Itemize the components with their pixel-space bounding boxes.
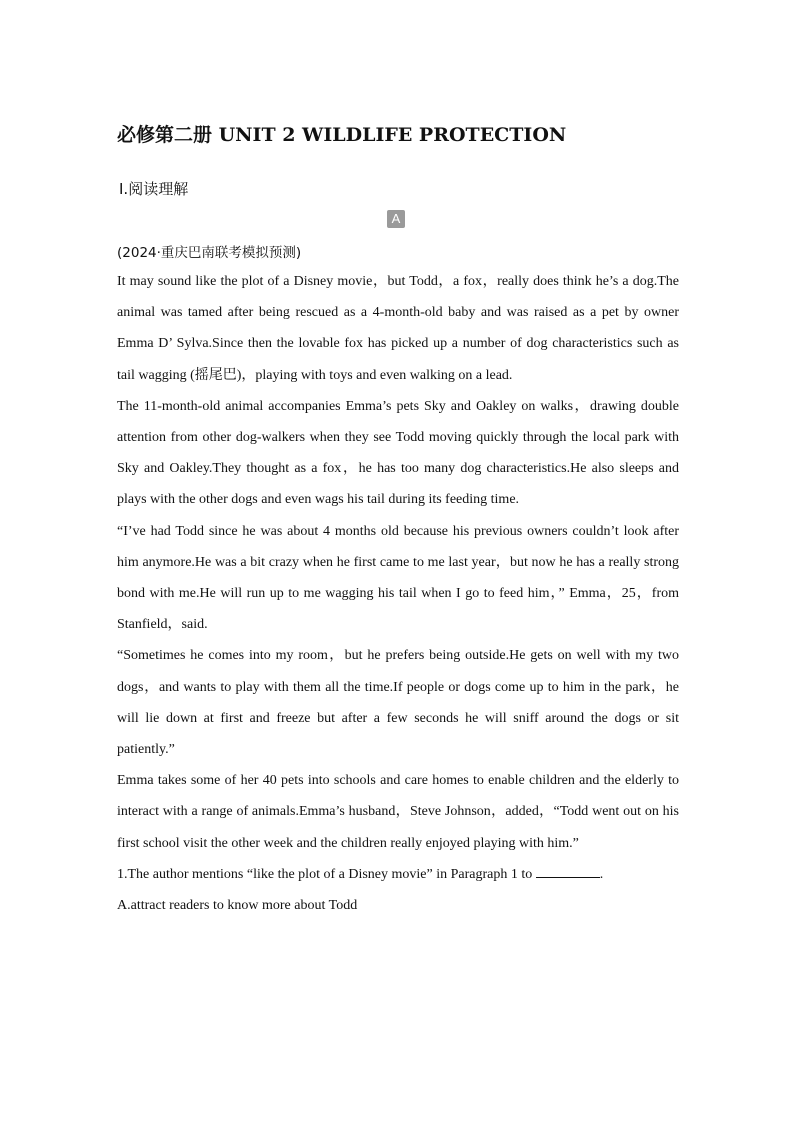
passage-source: (2024·重庆巴南联考模拟预测) — [117, 245, 302, 261]
paragraph-2: The 11-month-old animal accompanies Emma’s pets Sky and Oakley on walks，drawing double attention from other dog-walkers when they see Todd moving quickly through the local park with Sky and Oakley.They thought as a fox，he has too many dog characteristics.He also sleeps and plays with the other dogs and even wags his tail during its feeding time. — [117, 398, 679, 508]
question-1 — [117, 859, 679, 890]
paragraph-1: It may sound like the plot of a Disney movie，but Todd，a fox，really does think he’s a dog.The animal was tamed after being rescued as a 4-month-old baby and was raised as a pet by owner Emma D’ Sylva.Since then the lovable fox has picked up a number of dog characteristics such as tail wagging (摇尾巴)，playing with toys and even walking on a lead. — [117, 274, 679, 383]
section-heading: Ⅰ.阅读理解 — [119, 180, 189, 198]
answer-blank — [536, 865, 600, 878]
paragraph-5: Emma takes some of her 40 pets into schools and care homes to enable children and the elderly to interact with a range of animals.Emma’s husband，Steve Johnson，added，“Todd went out on his first school visit the other week and the children really enjoyed playing with him.” — [117, 773, 679, 851]
paragraph-4: “Sometimes he comes into my room，but he prefers being outside.He gets on well with my two dogs，and wants to play with them all the time.If people or dogs come up to him in the park，he will lie down at first and freeze but after a few seconds he will sniff around the dogs or sit patiently.” — [117, 648, 679, 758]
paragraph-3: “I’ve had Todd since he was about 4 months old because his previous owners couldn’t look after him anymore.He was a bit crazy when he first came to me last year，but now he has a really strong bond with me.He will run up to me wagging his tail when I go to feed him，” Emma，25，from Stanfield，said. — [117, 523, 679, 633]
question-end: . — [599, 866, 604, 882]
document-page — [117, 0, 679, 1123]
question-stem: 1.The author mentions “like the plot of a Disney movie” in Paragraph 1 to — [117, 866, 533, 882]
passage-body — [117, 266, 679, 921]
option-a: A.attract readers to know more about Todd — [117, 898, 358, 914]
page-title: 必修第二册 UNIT 2 WILDLIFE PROTECTION — [117, 124, 567, 146]
passage-label-badge: A — [387, 210, 405, 228]
